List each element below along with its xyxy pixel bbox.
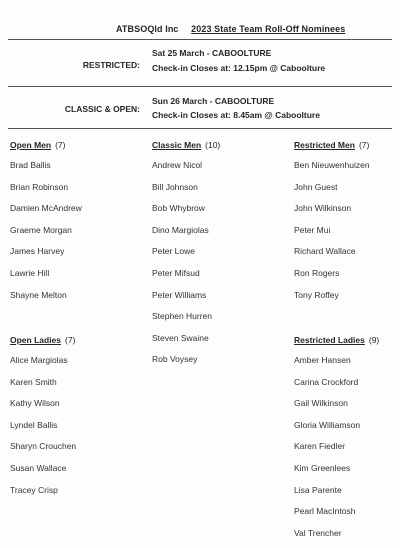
classic-open-label: CLASSIC & OPEN:: [64, 104, 140, 114]
open-ladies-section: [10, 335, 76, 505]
list-item: John Guest: [294, 181, 338, 192]
list-item: Graeme Morgan: [10, 224, 72, 235]
document-header: [116, 24, 345, 34]
list-item: James Harvey: [10, 246, 65, 257]
classic-men-list: [152, 159, 220, 375]
classic-men-heading: Classic Men (10): [152, 140, 221, 150]
list-item: Alice Margiolas: [10, 355, 68, 365]
restricted-date: Sat 25 March - CABOOLTURE: [152, 48, 272, 58]
list-item: Val Trencher: [294, 527, 342, 538]
list-item: Ron Rogers: [294, 267, 340, 278]
list-item: John Wilkinson: [294, 203, 352, 214]
restricted-men-section: [294, 140, 370, 310]
list-item: Bill Johnson: [152, 181, 198, 192]
list-item: Karen Smith: [10, 376, 57, 387]
list-item: Steven Swaine: [152, 332, 209, 343]
open-men-section: [10, 140, 82, 310]
list-item: Peter Mifsud: [152, 267, 200, 278]
document-title: 2023 State Team Roll-Off Nominees: [191, 24, 346, 34]
list-item: Damien McAndrew: [10, 203, 82, 214]
restricted-ladies-list: [294, 354, 379, 548]
open-men-list: [10, 159, 82, 310]
list-item: Lyndel Ballis: [10, 419, 58, 430]
list-item: Peter Williams: [152, 289, 207, 300]
open-men-heading: Open Men (7): [10, 140, 66, 150]
list-item: Brad Ballis: [10, 160, 51, 170]
restricted-men-heading: Restricted Men (7): [294, 140, 370, 150]
open-ladies-list: [10, 354, 76, 505]
list-item: Kim Greenlees: [294, 462, 351, 473]
divider-top: [8, 39, 392, 40]
list-item: Gloria Williamson: [294, 419, 361, 430]
list-item: Lawrie Hill: [10, 267, 50, 278]
list-item: Susan Wallace: [10, 462, 67, 473]
divider-bottom: [8, 128, 392, 129]
list-item: Gail Wilkinson: [294, 398, 348, 409]
classic-open-checkin: Check-in Closes at: 8.45am @ Caboolture: [152, 110, 320, 120]
org-name: ATBSOQld Inc: [116, 24, 179, 34]
restricted-men-list: [294, 159, 370, 310]
restricted-label: RESTRICTED:: [82, 60, 140, 70]
classic-men-section: [152, 140, 220, 375]
list-item: Peter Lowe: [152, 246, 195, 257]
list-item: Tracey Crisp: [10, 484, 58, 495]
list-item: Shayne Melton: [10, 289, 67, 300]
list-item: Tony Roffey: [294, 289, 339, 300]
classic-open-date: Sun 26 March - CABOOLTURE: [152, 96, 275, 106]
list-item: Peter Mui: [294, 224, 331, 235]
list-item: Pearl MacIntosh: [294, 506, 356, 517]
list-item: Brian Robinson: [10, 181, 69, 192]
list-item: Carina Crockford: [294, 376, 359, 387]
list-item: Karen Fiedler: [294, 441, 346, 452]
list-item: Lisa Parente: [294, 484, 342, 495]
restricted-ladies-section: [294, 335, 379, 548]
list-item: Richard Wallace: [294, 246, 356, 257]
divider-middle: [8, 86, 392, 87]
list-item: Bob Whybrow: [152, 203, 205, 214]
list-item: Rob Voysey: [152, 354, 198, 365]
list-item: Andrew Nicol: [152, 160, 203, 170]
list-item: Amber Hansen: [294, 355, 351, 365]
list-item: Kathy Wilson: [10, 398, 60, 409]
restricted-checkin: Check-in Closes at: 12.15pm @ Caboolture: [152, 63, 326, 73]
list-item: Ben Nieuwenhuizen: [294, 160, 370, 170]
list-item: Dino Margiolas: [152, 224, 209, 235]
open-ladies-heading: Open Ladies (7): [10, 335, 76, 345]
list-item: Stephen Hurren: [152, 311, 213, 322]
restricted-ladies-heading: Restricted Ladies (9): [294, 335, 380, 345]
list-item: Sharyn Crouchen: [10, 441, 77, 452]
